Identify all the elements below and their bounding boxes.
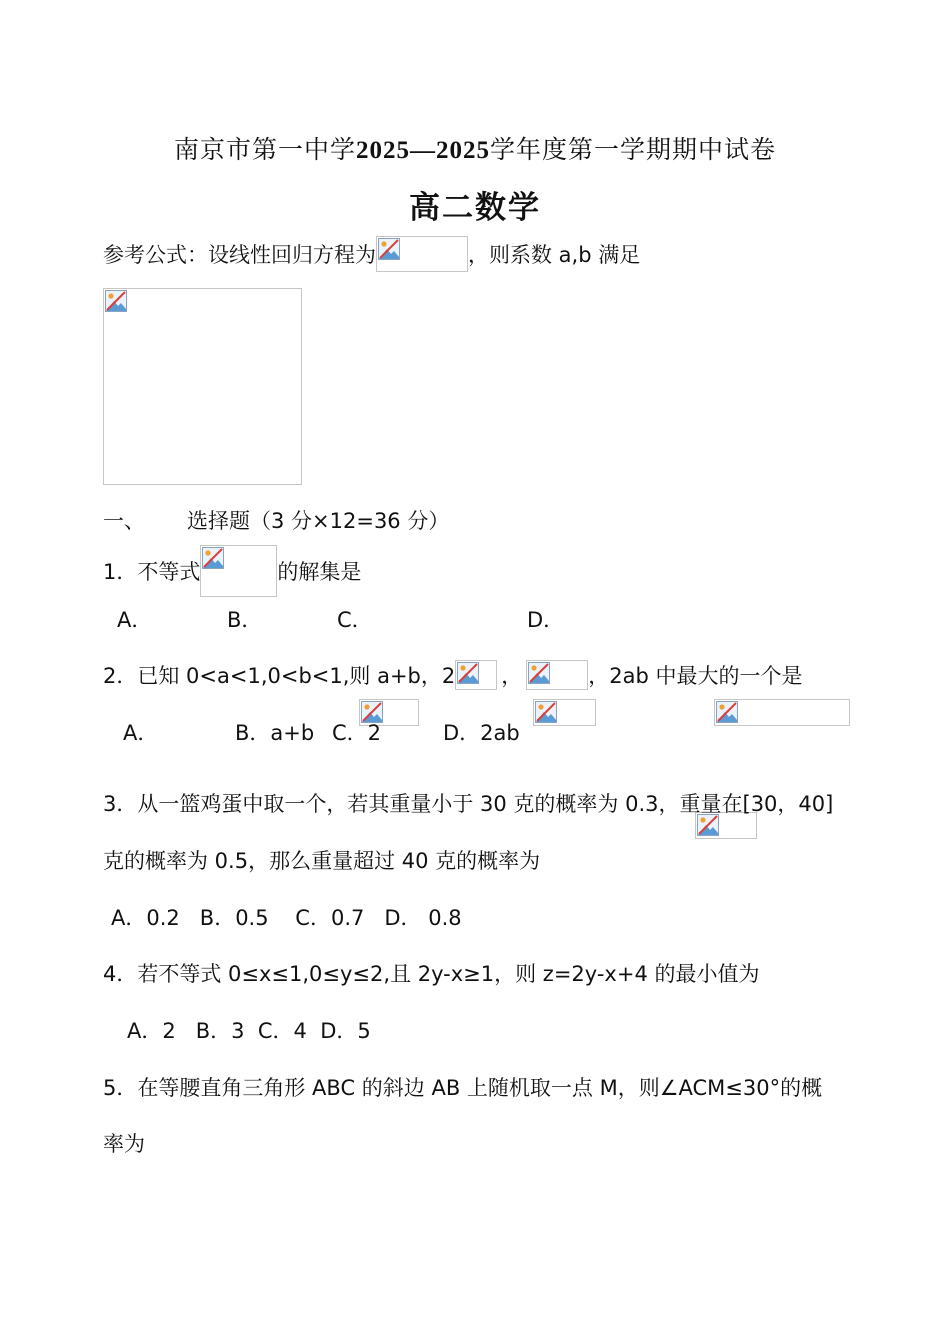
question-2-stem-end: ，2ab 中最大的一个是 <box>588 664 803 688</box>
question-5-line-2: 率为 <box>103 1132 145 1156</box>
option-1a-label: A． <box>117 608 153 632</box>
option-2b: B．a+b <box>235 721 315 745</box>
section-heading <box>103 505 449 535</box>
option-2a-label: A． <box>123 721 159 745</box>
question-1 <box>103 545 361 597</box>
question-4-stem: 4．若不等式 0≤x≤1,0≤y≤2,且 2y-x≥1，则 z=2y-x+4 的最小值为 <box>103 962 760 986</box>
title-school: 南京市第一中学 <box>173 135 356 164</box>
option-2d: D．2ab <box>443 721 520 745</box>
broken-image-icon <box>105 290 127 312</box>
option-1d-label: D． <box>527 608 565 632</box>
option-2c-label: C．2 <box>332 721 382 745</box>
broken-image-icon <box>535 701 557 723</box>
title-term: 学年度第一学期期中试卷 <box>490 135 777 164</box>
question-4-options: A．2 B．3 C．4 D．5 <box>127 1019 371 1043</box>
option-1c-image <box>714 699 850 726</box>
inequality-image <box>200 545 277 597</box>
broken-image-icon <box>528 662 550 684</box>
sum-squares-image <box>526 660 588 690</box>
question-5-line-1: 5．在等腰直角三角形 ABC 的斜边 AB 上随机取一点 M，则∠ACM≤30°的概 <box>103 1076 823 1100</box>
question-1-stem: 1．不等式 <box>103 560 201 584</box>
option-1b-image <box>533 699 596 726</box>
broken-image-icon <box>716 701 738 723</box>
document-title <box>0 130 950 166</box>
question-2 <box>103 660 802 690</box>
section-title: 选择题（3 分×12=36 分） <box>187 509 450 533</box>
title-year: 2025—2025 <box>356 137 490 164</box>
broken-image-icon <box>457 662 479 684</box>
question-3-line-2: 克的概率为 0.5，那么重量超过 40 克的概率为 <box>103 849 541 873</box>
coefficient-formula-image <box>103 288 302 485</box>
question-1-stem-end: 的解集是 <box>277 560 362 584</box>
formula-text: 参考公式：设线性回归方程为 <box>103 243 376 267</box>
question-3-options: A．0.2 B．0.5 C．0.7 D． 0.8 <box>111 906 462 930</box>
formula-line <box>103 236 640 272</box>
section-number: 一、 <box>103 509 145 533</box>
formula-text-end: ，则系数 a,b 满足 <box>468 243 641 267</box>
question-2-stem: 2．已知 0<a<1,0<b<1,则 a+b，2 <box>103 664 456 688</box>
regression-equation-image <box>376 236 468 272</box>
sqrt-ab-image <box>455 660 497 690</box>
option-1c-label: C． <box>337 608 373 632</box>
document-subtitle: 高二数学 <box>409 190 541 226</box>
broken-image-icon <box>202 547 224 569</box>
broken-image-icon <box>378 238 400 260</box>
question-3-line-1: 3．从一篮鸡蛋中取一个，若其重量小于 30 克的概率为 0.3，重量在[30，40] <box>103 792 834 816</box>
question-2-separator: ， <box>501 664 523 688</box>
option-1b-label: B． <box>227 608 263 632</box>
